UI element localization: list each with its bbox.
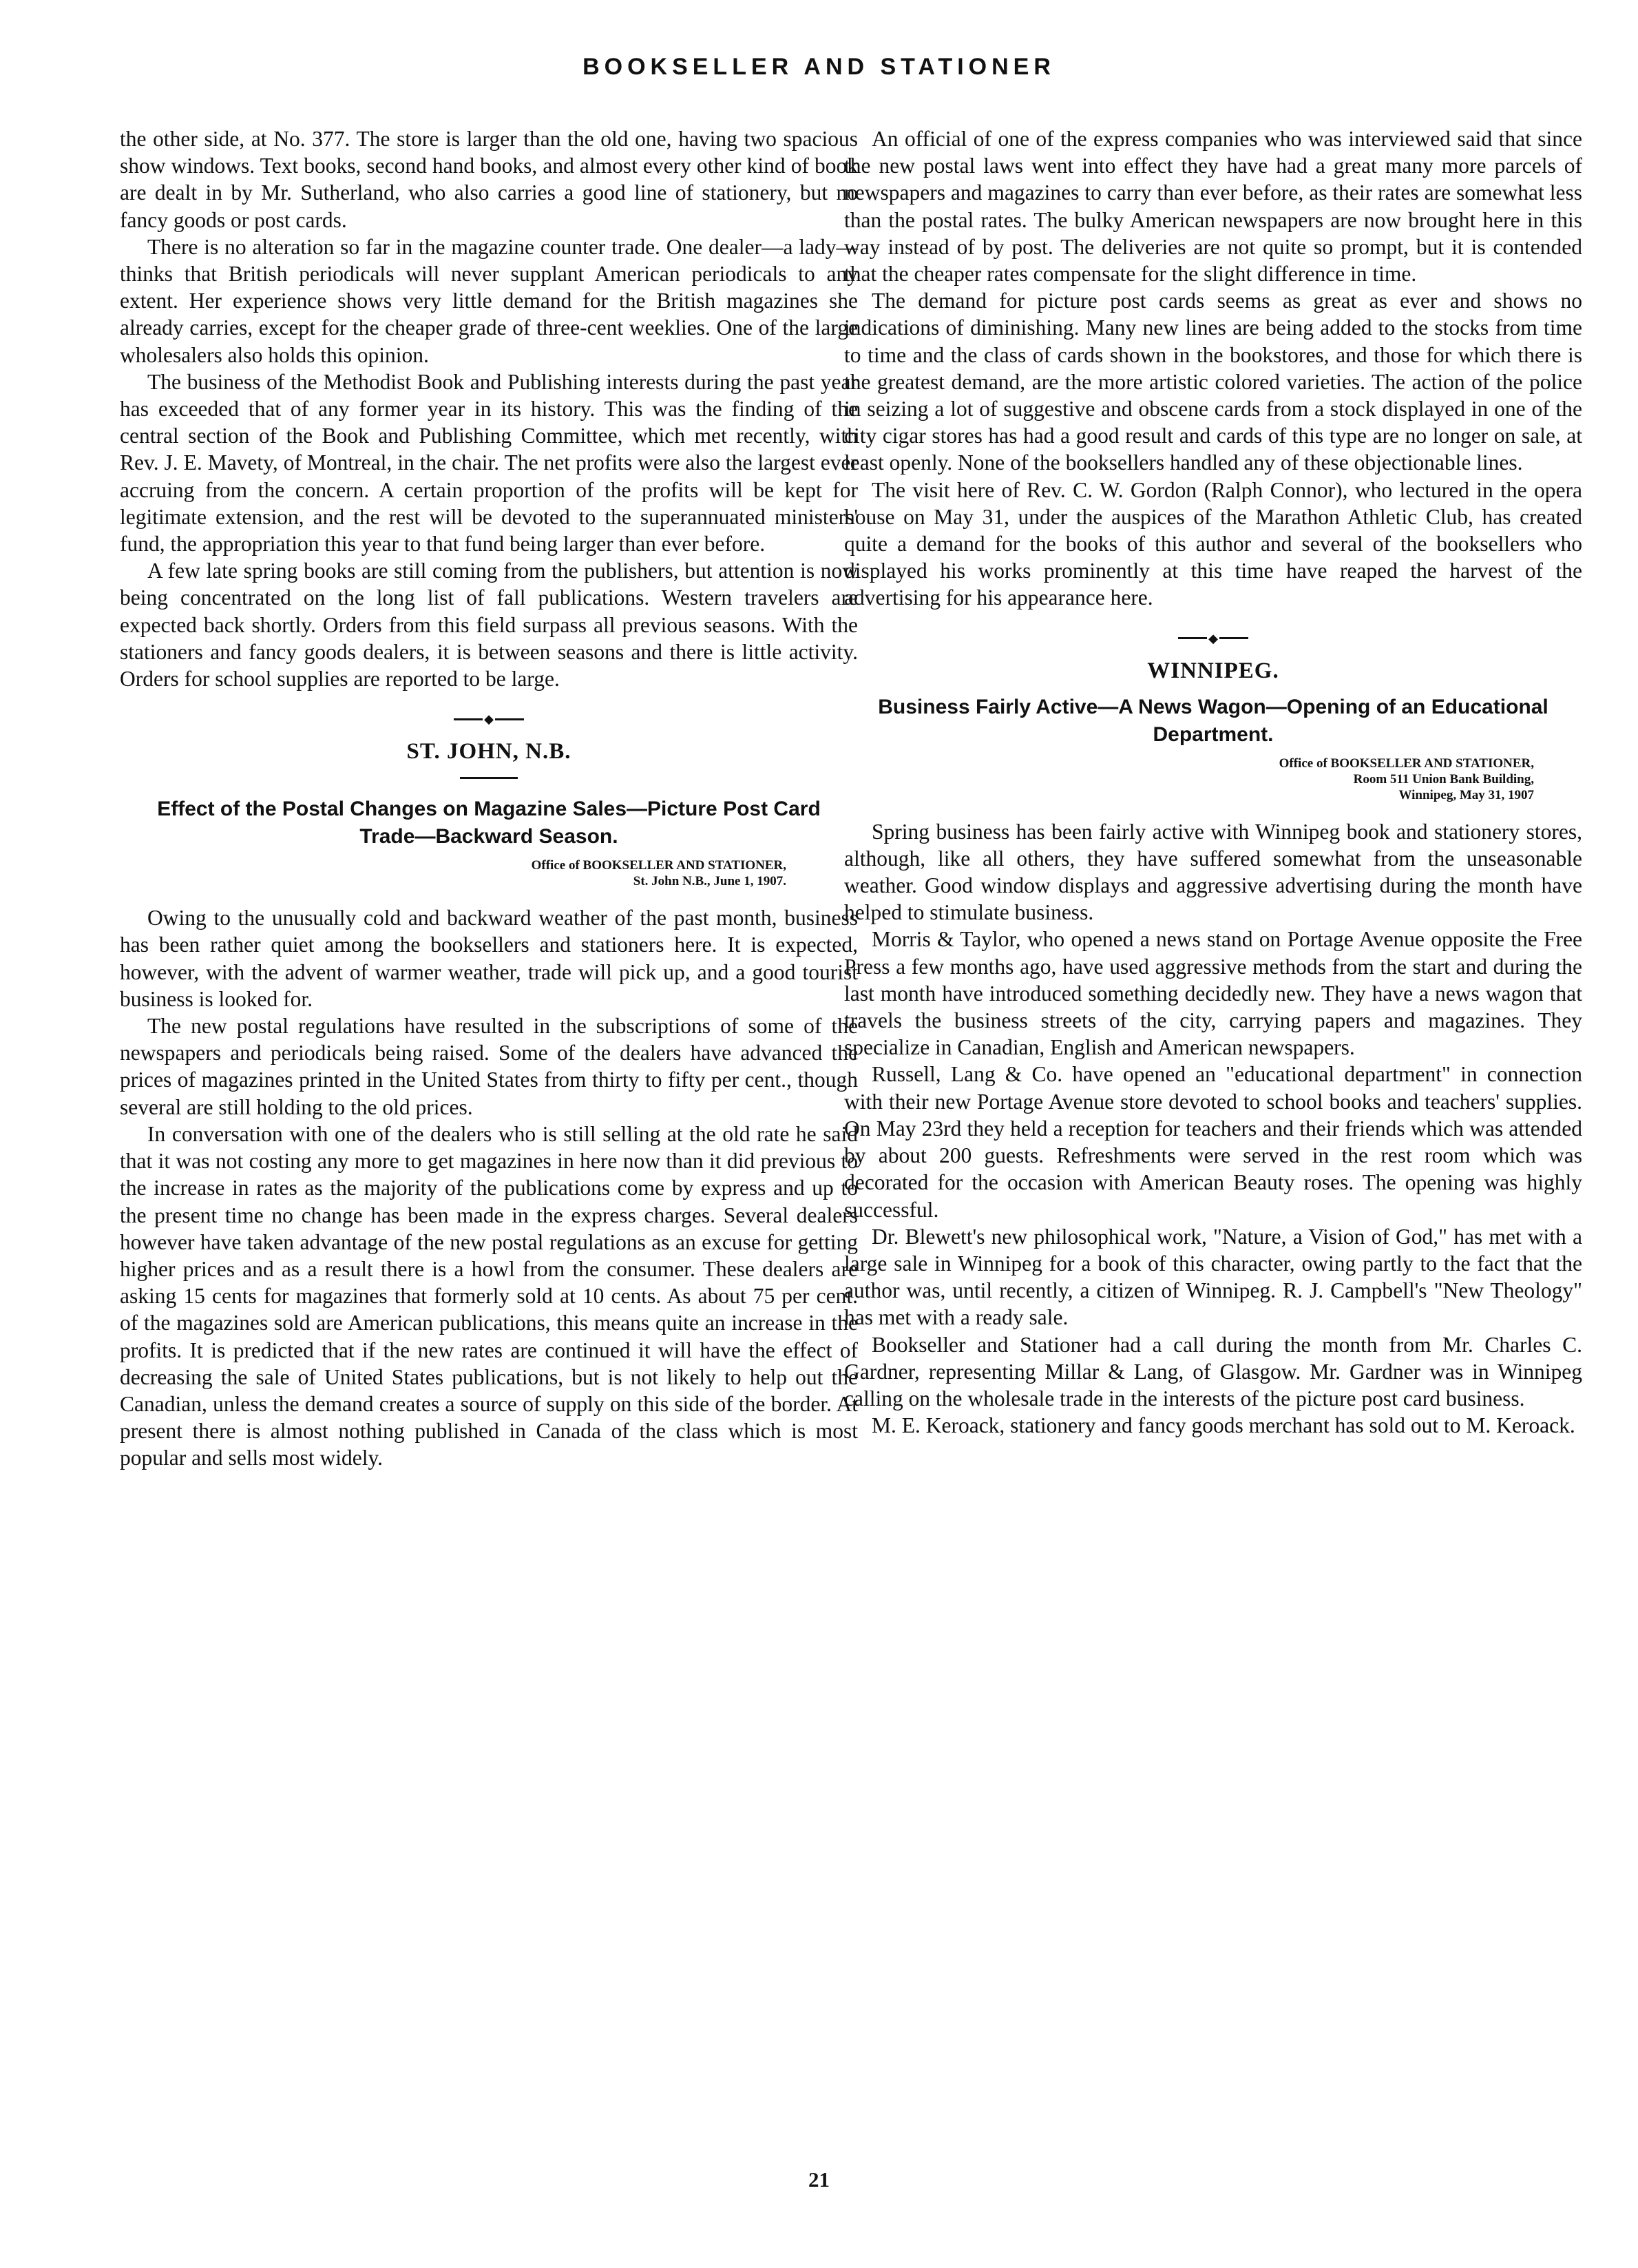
- page-number: 21: [808, 2167, 830, 2192]
- article-paragraph: There is no alteration so far in the magazine counter trade. One dealer—a lady—thinks that British periodicals will never supplant American periodicals to any extent. Her experience shows very little demand for the British magazines she already carries, except for the cheaper grade of three-cent weeklies. One of the large wholesalers also holds this opinion.: [120, 234, 858, 367]
- office-line: Office of BOOKSELLER AND STATIONER,: [1279, 756, 1534, 771]
- office-dateline: [120, 857, 786, 889]
- section-title: ST. JOHN, N.B.: [406, 739, 571, 764]
- article-paragraph: The business of the Methodist Book and Publishing interests during the past year has exceeded that of any former year in its history. This was the finding of the central section of the Book and Publishing Committee, which met recently, with Rev. J. E. Mavety, of Montreal, in the chair. The net profits were also the largest ever accruing from the concern. A certain proportion of the profits will be kept for legitimate extension, and the rest will be devoted to the superannuated ministers' fund, the appropriation this year to that fund being larger than ever before.: [120, 369, 858, 556]
- article-paragraph: Spring business has been fairly active with Winnipeg book and stationery stores, although, like all others, they have suffered somewhat from the unseasonable weather. Good window displays and aggressive advertising during the month have helped to stimulate business.: [844, 819, 1582, 925]
- article-subhead: Effect of the Postal Changes on Magazine Sales—Picture Post Card Trade—Backward Season.: [157, 798, 821, 849]
- office-line: Office of BOOKSELLER AND STATIONER,: [531, 858, 786, 873]
- article-paragraph: In conversation with one of the dealers who is still selling at the old rate he said that it was not costing any more to get magazines in here now than it did previous to the increase in rates as the majority of the publications come by express and up to the present time no change has been made in the express charges. Several dealers however have taken advantage of the new postal regulations as an excuse for getting higher prices and as a result there is a howl from the consumer. These dealers are asking 15 cents for magazines that formerly sold at 10 cents. As about 75 per cent. of the magazines sold are American publications, this means quite an increase in the profits. It is predicted that if the new rates are continued it will have the effect of decreasing the sale of United States publications, but is not likely to help out the Canadian, unless the demand creates a source of supply on this side of the border. At present there is almost nothing published in Canada of the class which is most popular and sells most widely.: [120, 1121, 858, 1470]
- title-rule: [460, 777, 518, 779]
- article-subhead: Business Fairly Active—A News Wagon—Opening of an Educational Department.: [878, 695, 1548, 746]
- article-paragraph: Russell, Lang & Co. have opened an "educational department" in connection with their new Portage Avenue store devoted to school books and teachers' supplies. On May 23rd they held a reception for teachers and their friends which was attended by about 200 guests. Refreshments were served in the rest room which was decorated for the occasion with American Beauty roses. The opening was highly successful.: [844, 1062, 1582, 1222]
- article-paragraph: The new postal regulations have resulted in the subscriptions of some of the newspapers and periodicals being raised. Some of the dealers have advanced the prices of magazines printed in the United States from thirty to fifty per cent., though several are still holding to the old prices.: [120, 1014, 858, 1119]
- article-paragraph: Dr. Blewett's new philosophical work, "Nature, a Vision of God," has met with a large sale in Winnipeg for a book of this character, owing partly to the fact that the author was, until recently, a citizen of Winnipeg. R. J. Campbell's "New Theology" has met with a ready sale.: [844, 1224, 1582, 1330]
- office-address: Room 511 Union Bank Building,: [1353, 771, 1534, 787]
- dateline: Winnipeg, May 31, 1907: [1398, 787, 1534, 802]
- office-dateline: [844, 756, 1534, 803]
- left-column: [120, 125, 858, 1472]
- article-paragraph: the other side, at No. 377. The store is larger than the old one, having two spacious show windows. Text books, second hand books, and almost every other kind of book are dealt in by Mr. Sutherland, who also carries a good line of stationery, but no fancy goods or post cards.: [120, 127, 858, 232]
- section-separator: ◆: [120, 713, 858, 725]
- article-paragraph: An official of one of the express companies who was interviewed said that since the new postal laws went into effect they have had a great many more parcels of newspapers and magazines to carry than ever before, as their rates are somewhat less than the postal rates. The bulky American newspapers are now brought here in this way instead of by post. The deliveries are not quite so prompt, but it is contended that the cheaper rates compensate for the slight difference in time.: [844, 127, 1582, 287]
- article-paragraph: Morris & Taylor, who opened a news stand on Portage Avenue opposite the Free Press a few months ago, have used aggressive methods from the start and during the last month have introduced something decidedly new. They have a news wagon that travels the business streets of the city, carrying papers and magazines. They specialize in Canadian, English and American newspapers.: [844, 927, 1582, 1060]
- section-title: WINNIPEG.: [1147, 658, 1279, 683]
- article-paragraph: M. E. Keroack, stationery and fancy goods merchant has sold out to M. Keroack.: [872, 1413, 1575, 1438]
- article-paragraph: The demand for picture post cards seems as great as ever and shows no indications of diminishing. Many new lines are being added to the stocks from time to time and the class of cards shown in the bookstores, and those for which there is the greatest demand, are the more artistic colored varieties. The action of the police in seizing a lot of suggestive and obscene cards from a stock displayed in one of the city cigar stores has had a good result and cards of this type are no longer on sale, at least openly. None of the booksellers handled any of these objectionable lines.: [844, 289, 1582, 475]
- dateline: St. John N.B., June 1, 1907.: [633, 874, 786, 889]
- article-paragraph: Bookseller and Stationer had a call during the month from Mr. Charles C. Gardner, representing Millar & Lang, of Glasgow. Mr. Gardner was in Winnipeg calling on the wholesale trade in the interests of the picture post card business.: [844, 1332, 1582, 1411]
- right-column: [844, 125, 1582, 1439]
- masthead: BOOKSELLER AND STATIONER: [582, 54, 1056, 80]
- article-paragraph: A few late spring books are still coming from the publishers, but attention is now being concentrated on the long list of fall publications. Western travelers are expected back shortly. Orders from this field surpass all previous seasons. With the stationers and fancy goods dealers, it is between seasons and there is little activity. Orders for school supplies are reported to be large.: [120, 559, 858, 691]
- article-paragraph: Owing to the unusually cold and backward weather of the past month, business has been rather quiet among the booksellers and stationers here. It is expected, however, with the advent of warmer weather, trade will pick up, and a good tourist business is looked for.: [120, 906, 858, 1011]
- section-separator: ◆: [844, 632, 1582, 645]
- article-paragraph: The visit here of Rev. C. W. Gordon (Ralph Connor), who lectured in the opera house on May 31, under the auspices of the Marathon Athletic Club, has created quite a demand for the books of this author and several of the booksellers who displayed his works prominently at this time have reaped the harvest of the advertising for his appearance here.: [844, 477, 1582, 610]
